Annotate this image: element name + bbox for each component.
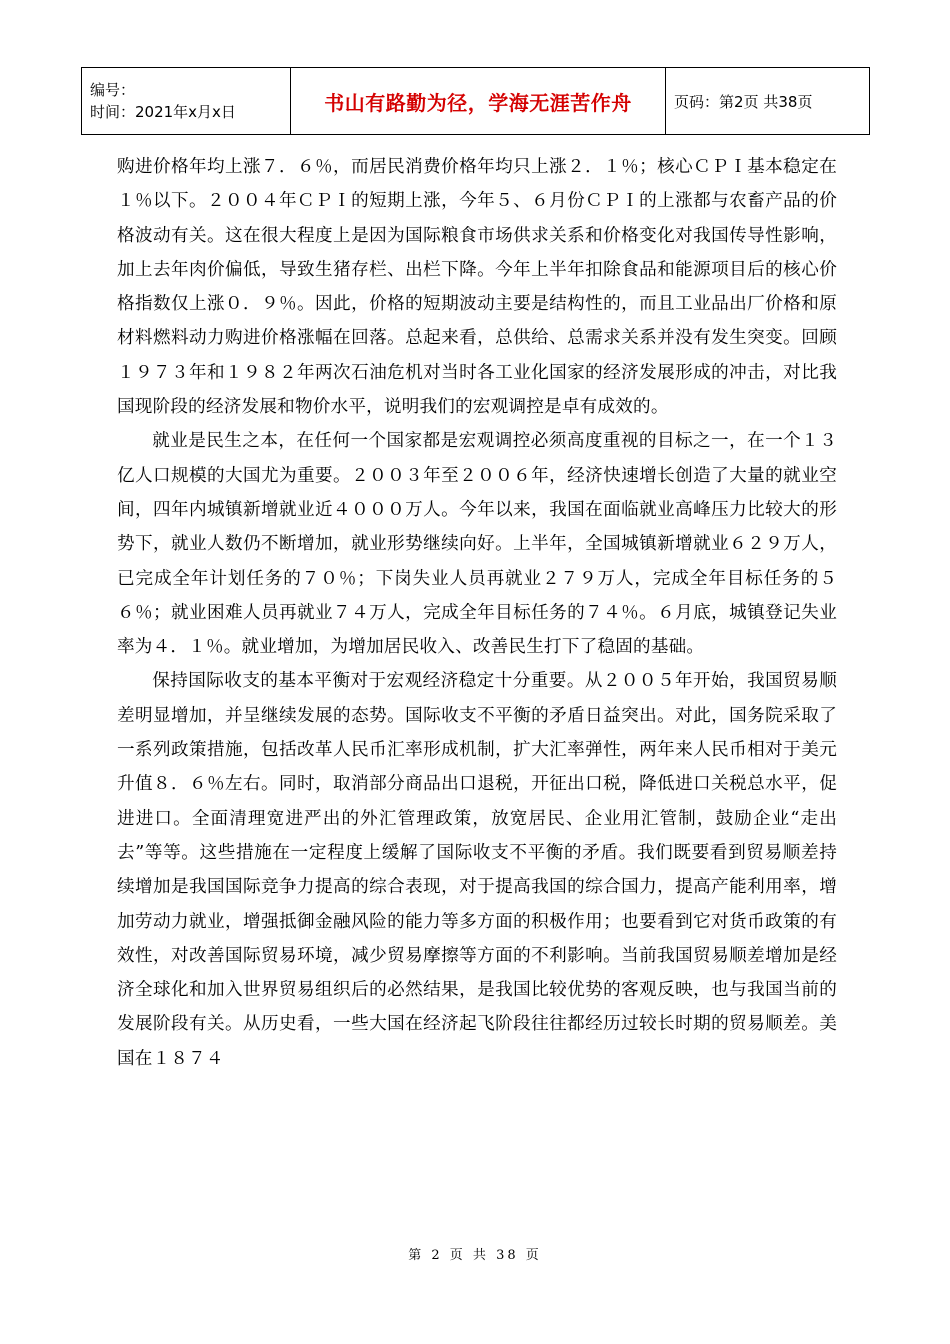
- footer-prefix: 第: [408, 1248, 425, 1263]
- footer-middle: 页 共: [449, 1248, 489, 1263]
- document-time-label: 时间：2021年x月x日: [90, 103, 236, 121]
- document-number-label: 编号：: [90, 81, 136, 99]
- footer-suffix: 页: [525, 1248, 542, 1263]
- footer-total-pages: 38: [496, 1248, 519, 1263]
- page-code-suffix: 页: [797, 92, 813, 111]
- header-page-code: [666, 68, 870, 135]
- document-header: [81, 67, 870, 135]
- page-code-middle: 页 共: [743, 92, 779, 111]
- body-paragraph-1: 购进价格年均上涨７．６％，而居民消费价格年均只上涨２．１％；核心ＣＰＩ基本稳定在１％以下。２００４年ＣＰＩ的短期上涨，今年５、６月份ＣＰＩ的上涨都与农畜产品的价格波动有关。这在很大程度上是因为国际粮食市场供求关系和价格变化对我国传导性影响，加上去年肉价偏低，导致生猪存栏、出栏下降。今年上半年扣除食品和能源项目后的核心价格指数仅上涨０．９％。因此，价格的短期波动主要是结构性的，而且工业品出厂价格和原材料燃料动力购进价格涨幅在回落。总起来看，总供给、总需求关系并没有发生突变。回顾１９７３年和１９８２年两次石油危机对当时各工业化国家的经济发展形成的冲击，对比我国现阶段的经济发展和物价水平，说明我们的宏观调控是卓有成效的。: [117, 157, 837, 418]
- page-footer: [0, 1244, 950, 1263]
- page-code-current: 2: [734, 92, 744, 111]
- footer-current-page: 2: [431, 1248, 443, 1263]
- document-body: [117, 150, 837, 1076]
- body-paragraph-2: 就业是民生之本，在任何一个国家都是宏观调控必须高度重视的目标之一，在一个１３亿人口规模的大国尤为重要。２００３年至２００６年，经济快速增长创造了大量的就业空间，四年内城镇新增就业近４０００万人。今年以来，我国在面临就业高峰压力比较大的形势下，就业人数仍不断增加，就业形势继续向好。上半年，全国城镇新增就业６２９万人，已完成全年计划任务的７０％；下岗失业人员再就业２７９万人，完成全年目标任务的５６％；就业困难人员再就业７４万人，完成全年目标任务的７４％。６月底，城镇登记失业率为４．１％。就业增加，为增加居民收入、改善民生打下了稳固的基础。: [117, 431, 837, 658]
- page-code-total: 38: [778, 92, 798, 111]
- header-meta: [82, 68, 291, 135]
- header-motto: 书山有路勤为径，学海无涯苦作舟: [291, 68, 666, 135]
- page-code-prefix: 页码：第: [674, 92, 735, 111]
- body-paragraph-3: 保持国际收支的基本平衡对于宏观经济稳定十分重要。从２００５年开始，我国贸易顺差明显增加，并呈继续发展的态势。国际收支不平衡的矛盾日益突出。对此，国务院采取了一系列政策措施，包括改革人民币汇率形成机制，扩大汇率弹性，两年来人民币相对于美元升值８．６％左右。同时，取消部分商品出口退税，开征出口税，降低进口关税总水平，促进进口。全面清理宽进严出的外汇管理政策，放宽居民、企业用汇管制，鼓励企业“走出去”等等。这些措施在一定程度上缓解了国际收支不平衡的矛盾。我们既要看到贸易顺差持续增加是我国国际竞争力提高的综合表现，对于提高我国的综合国力，提高产能利用率，增加劳动力就业，增强抵御金融风险的能力等多方面的积极作用；也要看到它对货币政策的有效性，对改善国际贸易环境，减少贸易摩擦等方面的不利影响。当前我国贸易顺差增加是经济全球化和加入世界贸易组织后的必然结果，是我国比较优势的客观反映，也与我国当前的发展阶段有关。从历史看，一些大国在经济起飞阶段往往都经历过较长时期的贸易顺差。美国在１８７４: [117, 671, 837, 1069]
